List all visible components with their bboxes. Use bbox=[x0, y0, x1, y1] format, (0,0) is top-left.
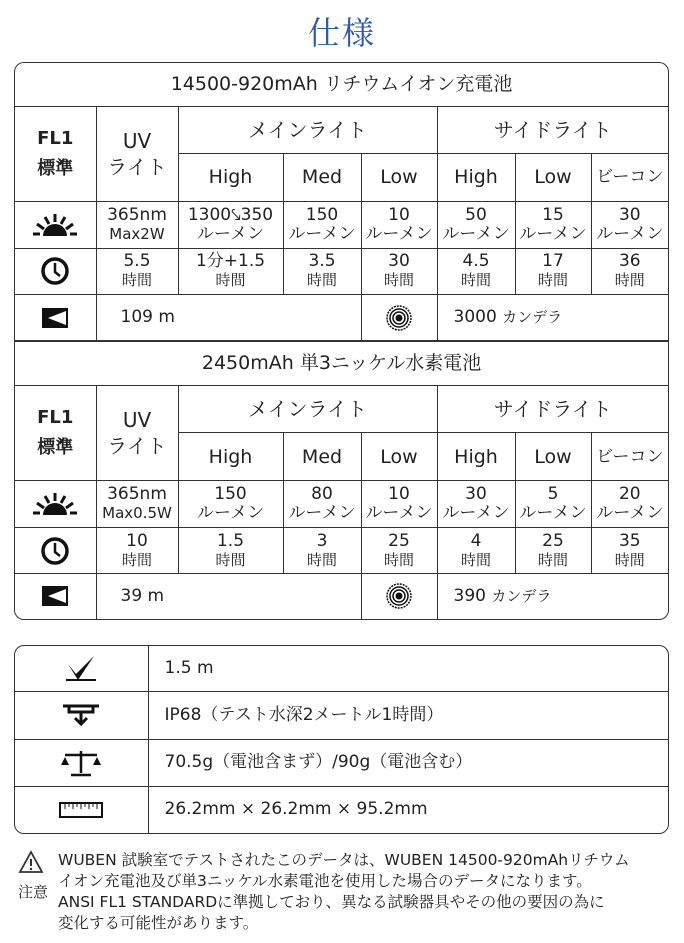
mode-header: ビーコン bbox=[591, 153, 668, 201]
runtime-cell bbox=[283, 528, 361, 574]
uv-wavelength: 365nm bbox=[107, 204, 167, 225]
runtime-unit: 時間 bbox=[537, 271, 568, 289]
mode-header: Low bbox=[515, 153, 591, 201]
runtime-cell bbox=[437, 528, 515, 574]
impact-value: 1.5 m bbox=[148, 646, 668, 691]
uv-power: Max2W bbox=[109, 224, 165, 243]
lumens-value: 30 bbox=[465, 484, 487, 504]
runtime-value: 30 bbox=[388, 251, 410, 271]
lumens-value: 5 bbox=[547, 484, 559, 504]
lumens-cell bbox=[178, 201, 283, 248]
runtime-cell bbox=[361, 528, 437, 574]
runtime-value: 1分+1.5 bbox=[195, 251, 266, 271]
mode-header: High bbox=[437, 153, 515, 201]
lumens-value: 20 bbox=[618, 484, 641, 504]
runtime-unit: 時間 bbox=[614, 271, 645, 289]
light-label: ライト bbox=[107, 434, 167, 458]
runtime-value: 3.5 bbox=[308, 251, 336, 271]
runtime-value: 25 bbox=[388, 530, 410, 551]
runtime-value: 5.5 bbox=[123, 251, 151, 271]
lumens-unit: ルーメン bbox=[442, 503, 510, 523]
runtime-cell bbox=[361, 248, 437, 294]
runtime-cell bbox=[591, 248, 668, 294]
intensity-cell bbox=[437, 574, 668, 619]
runtime-clock-icon bbox=[15, 248, 96, 294]
runtime-cell bbox=[283, 248, 361, 294]
mode-header: Low bbox=[361, 153, 437, 201]
uv-light-header bbox=[96, 386, 178, 481]
battery-title: 14500-920mAh リチウムイオン充電池 bbox=[15, 63, 668, 106]
beam-distance-value: 39 m bbox=[96, 574, 361, 619]
lumens-cell bbox=[591, 481, 668, 528]
runtime-unit: 時間 bbox=[121, 271, 152, 289]
beam-distance-value: 109 m bbox=[96, 294, 361, 341]
beam-distance-icon bbox=[15, 574, 96, 619]
lumens-value: 15 bbox=[542, 204, 564, 225]
lumens-unit: ルーメン bbox=[596, 503, 664, 523]
runtime-value: 3 bbox=[316, 530, 328, 551]
runtime-value: 17 bbox=[542, 251, 564, 271]
lumens-cell bbox=[515, 481, 591, 528]
side-light-header: サイドライト bbox=[437, 386, 668, 433]
runtime-value: 4.5 bbox=[462, 251, 490, 271]
mode-header: Med bbox=[283, 433, 361, 481]
impact-icon bbox=[15, 646, 148, 691]
size-ruler-icon bbox=[15, 786, 148, 833]
lumens-cell bbox=[283, 201, 361, 248]
runtime-value: 4 bbox=[470, 530, 482, 551]
lumens-cell bbox=[591, 201, 668, 248]
uv-label: UV bbox=[122, 408, 152, 432]
runtime-unit: 時間 bbox=[215, 271, 246, 289]
lumens-unit: ルーメン bbox=[196, 223, 265, 244]
runtime-cell bbox=[515, 248, 591, 294]
lumens-unit: ルーメン bbox=[519, 503, 587, 523]
uv-wavelength: 365nm bbox=[107, 484, 167, 504]
standard-label: 標準 bbox=[37, 157, 74, 179]
uv-power: Max0.5W bbox=[102, 504, 172, 522]
side-light-header: サイドライト bbox=[437, 106, 668, 153]
page-title: 仕様 bbox=[307, 14, 376, 52]
mode-header: High bbox=[178, 153, 283, 201]
standard-label: 標準 bbox=[37, 437, 74, 458]
runtime-cell bbox=[591, 528, 668, 574]
lumens-value: 1300⤥350 bbox=[187, 204, 274, 225]
uv-output bbox=[96, 201, 178, 248]
runtime-value: 10 bbox=[126, 530, 148, 551]
fl1-label: FL1 bbox=[37, 407, 74, 428]
runtime-unit: 時間 bbox=[460, 550, 491, 569]
fl1-standard-label bbox=[15, 386, 96, 481]
lumens-cell bbox=[361, 201, 437, 248]
runtime-unit: 時間 bbox=[537, 550, 568, 569]
intensity-value: 390 bbox=[453, 585, 486, 606]
runtime-unit: 時間 bbox=[460, 271, 491, 289]
lumens-cell bbox=[178, 481, 283, 528]
mode-header: ビーコン bbox=[591, 433, 668, 481]
mode-header: High bbox=[437, 433, 515, 481]
runtime-unit: 時間 bbox=[383, 550, 414, 569]
runtime-cell bbox=[96, 248, 178, 294]
intensity-cell bbox=[437, 294, 668, 341]
lumens-unit: ルーメン bbox=[365, 223, 433, 244]
intensity-target-icon bbox=[361, 294, 437, 341]
runtime-cell bbox=[437, 248, 515, 294]
weight-value: 70.5g（電池含まず）/90g（電池含む） bbox=[148, 739, 668, 786]
lumens-unit: ルーメン bbox=[288, 223, 356, 244]
runtime-cell bbox=[96, 528, 178, 574]
runtime-unit: 時間 bbox=[306, 271, 337, 289]
lumens-unit: ルーメン bbox=[596, 223, 664, 244]
note-text: WUBEN 試験室でテストされたこのデータは、WUBEN 14500-920mAhリチウム イオン充電池及び単3ニッケル水素電池を使用した場合のデータになります。 ANSI FL1 STANDARDに準拠しており、異なる試験器具やその他の要因の為に 変化する可能性があります。 bbox=[58, 851, 630, 932]
lumens-value: 30 bbox=[618, 204, 641, 225]
lumens-value: 150 bbox=[305, 204, 339, 225]
runtime-value: 25 bbox=[542, 530, 564, 551]
lumens-cell bbox=[515, 201, 591, 248]
lumens-icon bbox=[15, 201, 96, 248]
runtime-unit: 時間 bbox=[215, 550, 246, 569]
runtime-unit: 時間 bbox=[306, 550, 337, 569]
spec-table-2 bbox=[14, 340, 669, 620]
mode-header: Low bbox=[361, 433, 437, 481]
main-light-header: メインライト bbox=[178, 386, 437, 433]
runtime-cell bbox=[178, 528, 283, 574]
lumens-value: 10 bbox=[388, 484, 410, 504]
uv-light-header bbox=[96, 106, 178, 201]
beam-distance-icon bbox=[15, 294, 96, 341]
lumens-unit: ルーメン bbox=[519, 223, 587, 244]
lumens-unit: ルーメン bbox=[288, 503, 356, 523]
lumens-value: 150 bbox=[214, 484, 247, 504]
waterproof-value: IP68（テスト水深2メートル1時間） bbox=[148, 691, 668, 739]
lumens-cell bbox=[437, 201, 515, 248]
lumens-cell bbox=[437, 481, 515, 528]
lumens-unit: ルーメン bbox=[365, 503, 433, 523]
runtime-unit: 時間 bbox=[121, 550, 152, 569]
mode-header: Low bbox=[515, 433, 591, 481]
intensity-unit: カンデラ bbox=[491, 586, 552, 605]
mode-header: High bbox=[178, 433, 283, 481]
lumens-unit: ルーメン bbox=[196, 503, 265, 523]
lumens-icon bbox=[15, 481, 96, 528]
general-specs-table bbox=[14, 645, 669, 834]
runtime-unit: 時間 bbox=[614, 550, 645, 569]
uv-output bbox=[96, 481, 178, 528]
spec-table-1 bbox=[14, 62, 669, 342]
lumens-cell bbox=[361, 481, 437, 528]
runtime-cell bbox=[178, 248, 283, 294]
light-label: ライト bbox=[107, 154, 167, 179]
size-value: 26.2mm × 26.2mm × 95.2mm bbox=[148, 786, 668, 833]
lumens-value: 80 bbox=[311, 484, 333, 504]
fl1-standard-label bbox=[15, 106, 96, 201]
weight-icon bbox=[15, 739, 148, 786]
battery-title: 2450mAh 単3ニッケル水素電池 bbox=[15, 341, 668, 386]
lumens-cell bbox=[283, 481, 361, 528]
uv-label: UV bbox=[122, 128, 152, 153]
lumens-value: 50 bbox=[465, 204, 487, 225]
intensity-value: 3000 bbox=[453, 307, 497, 327]
mode-header: Med bbox=[283, 153, 361, 201]
fl1-label: FL1 bbox=[37, 127, 74, 149]
main-light-header: メインライト bbox=[178, 106, 437, 153]
lumens-value: 10 bbox=[388, 204, 410, 225]
intensity-unit: カンデラ bbox=[502, 308, 563, 326]
runtime-cell bbox=[515, 528, 591, 574]
warning-icon bbox=[18, 850, 44, 874]
intensity-target-icon bbox=[361, 574, 437, 619]
note-label: 注意 bbox=[18, 883, 49, 901]
lumens-unit: ルーメン bbox=[442, 223, 510, 244]
runtime-clock-icon bbox=[15, 528, 96, 574]
runtime-value: 35 bbox=[618, 530, 641, 551]
runtime-value: 1.5 bbox=[216, 530, 245, 551]
waterproof-icon bbox=[15, 691, 148, 739]
runtime-value: 36 bbox=[618, 251, 641, 271]
runtime-unit: 時間 bbox=[383, 271, 414, 289]
